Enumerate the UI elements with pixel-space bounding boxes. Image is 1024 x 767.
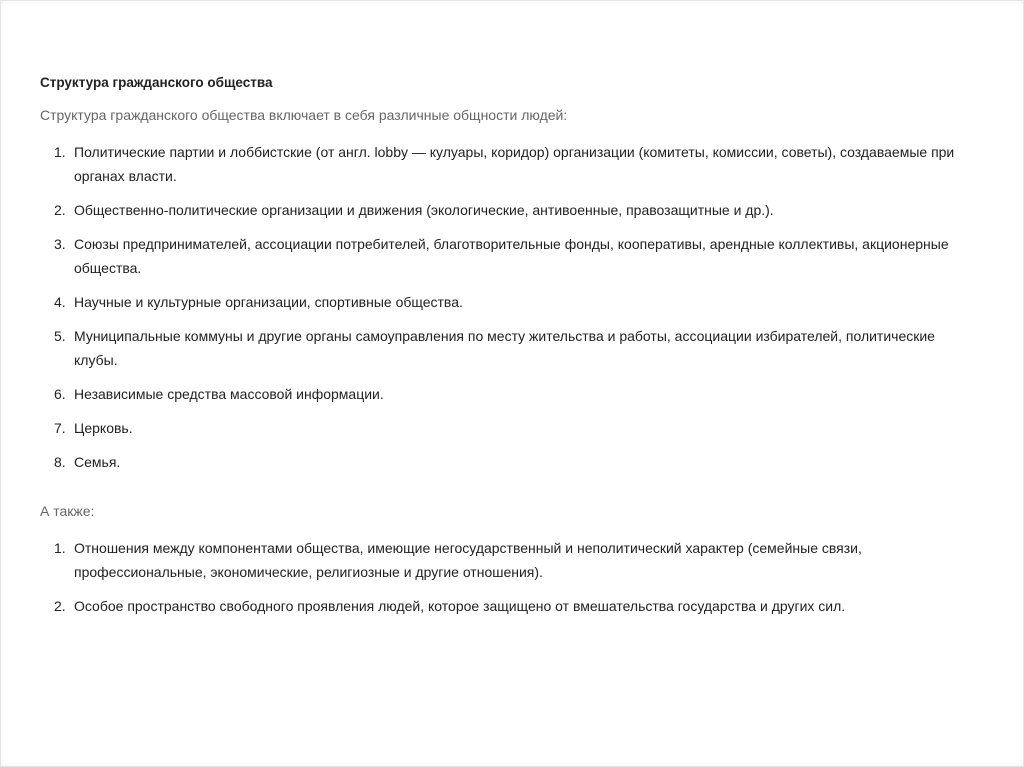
list-item-text: Церковь. xyxy=(74,420,133,436)
list-item-text: Семья. xyxy=(74,454,121,470)
list-item-number: 2. xyxy=(54,202,66,218)
list-item xyxy=(40,198,980,222)
list-item-number: 5. xyxy=(54,328,66,344)
list-item-number: 3. xyxy=(54,236,66,252)
list-item xyxy=(40,140,980,188)
list-item xyxy=(40,416,980,440)
document-content xyxy=(40,74,980,628)
list-item xyxy=(40,450,980,474)
also-label: А также: xyxy=(40,503,95,519)
list-item-number: 4. xyxy=(54,294,66,310)
list-item xyxy=(40,382,980,406)
structure-list xyxy=(40,140,980,474)
list-item-text: Независимые средства массовой информации. xyxy=(74,386,384,402)
list-item-text: Муниципальные коммуны и другие органы самоуправления по месту жительства и работы, ассоциации избирателей, политические клубы. xyxy=(74,328,935,368)
list-item xyxy=(40,324,980,372)
list-item-number: 6. xyxy=(54,386,66,402)
list-item xyxy=(40,536,980,584)
list-item-text: Научные и культурные организации, спортивные общества. xyxy=(74,294,463,310)
list-item xyxy=(40,232,980,280)
list-item-number: 1. xyxy=(54,540,66,556)
list-item xyxy=(40,290,980,314)
also-list xyxy=(40,536,980,618)
list-item-number: 8. xyxy=(54,454,66,470)
document-intro: Структура гражданского общества включает в себя различные общности людей: xyxy=(40,107,568,123)
document-heading: Структура гражданского общества xyxy=(40,75,273,90)
list-item-number: 1. xyxy=(54,144,66,160)
list-item-text: Союзы предпринимателей, ассоциации потребителей, благотворительные фонды, кооперативы, арендные коллективы, акционерные общества. xyxy=(74,236,949,276)
list-item xyxy=(40,594,980,618)
list-item-text: Особое пространство свободного проявления людей, которое защищено от вмешательства государства и других сил. xyxy=(74,598,846,614)
list-item-number: 2. xyxy=(54,598,66,614)
list-item-text: Отношения между компонентами общества, имеющие негосударственный и неполитический характер (семейные связи, профессиональные, экономические, религиозные и другие отношения). xyxy=(74,540,862,580)
list-item-number: 7. xyxy=(54,420,66,436)
list-item-text: Политические партии и лоббистские (от англ. lobby — кулуары, коридор) организации (комитеты, комиссии, советы), создаваемые при органах власти. xyxy=(74,144,955,184)
list-item-text: Общественно-политические организации и движения (экологические, антивоенные, правозащитные и др.). xyxy=(74,202,774,218)
